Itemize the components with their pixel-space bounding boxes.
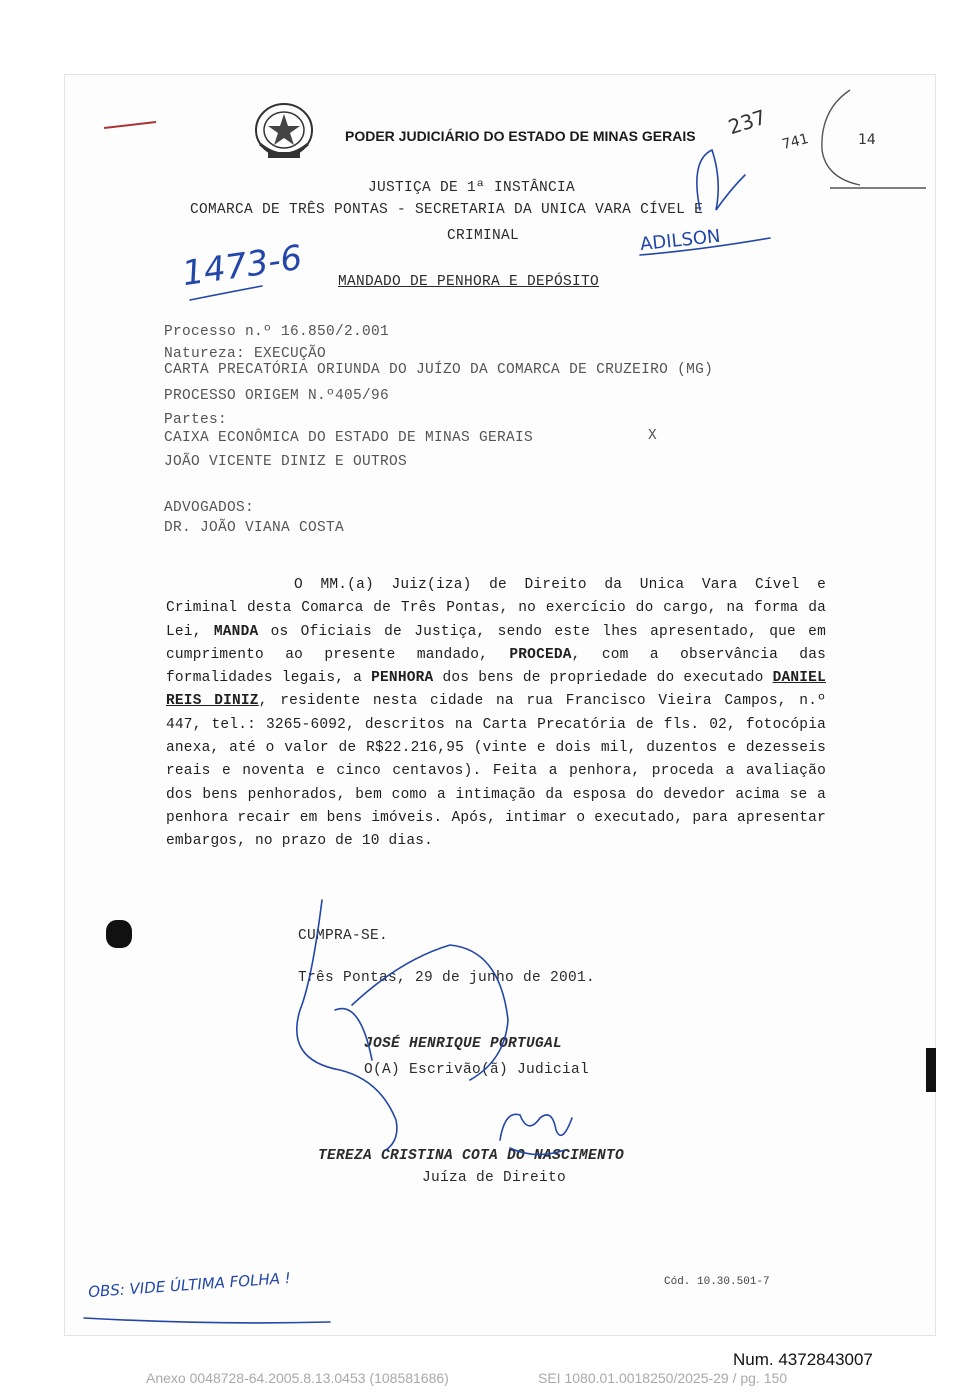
date-line: Três Pontas, 29 de junho de 2001. [298, 970, 596, 986]
clerk-name: JOSÉ HENRIQUE PORTUGAL [364, 1036, 563, 1052]
stamp-mark [822, 90, 860, 185]
cumpra-se: CUMPRA-SE. [298, 928, 389, 944]
document-number: Num. 4372843007 [733, 1350, 873, 1369]
document-title: MANDADO DE PENHORA E DEPÓSITO [338, 274, 600, 290]
handwritten-741: 741 [780, 131, 811, 153]
manda-keyword: MANDA [213, 623, 259, 640]
judge-name: TEREZA CRISTINA COTA DO NASCIMENTO [318, 1148, 625, 1164]
natureza-line: Natureza: EXECUÇÃO [164, 346, 327, 362]
handwritten-number: 1473-6 [179, 237, 305, 295]
annex-reference: Anexo 0048728-64.2005.8.13.0453 (108581686) [146, 1370, 449, 1386]
handwritten-237: 237 [725, 104, 769, 140]
handwritten-name: ADILSON [639, 225, 722, 256]
parte-1: CAIXA ECONÔMICA DO ESTADO DE MINAS GERAIS [164, 430, 534, 446]
top-initials-mark [697, 150, 745, 210]
executado-name: DANIEL REIS DINIZ [166, 670, 826, 710]
punch-hole-mark [106, 920, 132, 948]
handwritten-14: 14 [858, 132, 876, 148]
partes-label: Partes: [164, 412, 228, 428]
judge-signature-mark [500, 1114, 572, 1154]
judge-role: Juíza de Direito [422, 1170, 567, 1186]
clerk-signature-mark [297, 900, 508, 1150]
processo-line: Processo n.º 16.850/2.001 [164, 324, 390, 340]
instance-line: JUSTIÇA DE 1ª INSTÂNCIA [368, 180, 576, 196]
parte-separator: X [648, 428, 658, 444]
advogados-label: ADVOGADOS: [164, 500, 255, 516]
proceda-keyword: PROCEDA [509, 646, 572, 663]
court-header: PODER JUDICIÁRIO DO ESTADO DE MINAS GERAIS [345, 128, 696, 144]
mandate-paragraph: O MM.(a) Juiz(iza) de Direito da Unica Vara Cível e Criminal desta Comarca de Três Pontas, no exercício do cargo, na forma da Lei, MANDA os Oficiais de Justiça, sendo este lhes apresentado, que em cumprimento ao presente mandado, PROCEDA, com a observância das formalidades legais, a PENHORA dos bens de propriedade do executado DANIEL REIS DINIZ, residente nesta cidade na rua Francisco Vieira Campos, n.º 447, tel.: 3265-6092, descritos na Carta Precatória de fls. 02, fotocópia anexa, até o valor de R$22.216,95 (vinte e dois mil, duzentos e dezesseis reais e noventa e cinco centavos). Feita a penhora, proceda a avaliação dos bens penhorados, bem como a intimação da esposa do devedor acima se a penhora recair em bens imóveis. Após, intimar o executado, para apresentar embargos, no prazo de 10 dias. [166, 577, 827, 850]
comarca-line-1: COMARCA DE TRÊS PONTAS - SECRETARIA DA UNICA VARA CÍVEL E [190, 202, 704, 218]
advogado-name: DR. JOÃO VIANA COSTA [164, 520, 345, 536]
comarca-line-2: CRIMINAL [447, 228, 520, 244]
clerk-role: O(A) Escrivão(ã) Judicial [364, 1062, 590, 1078]
carta-line: CARTA PRECATÓRIA ORIUNDA DO JUÍZO DA COMARCA DE CRUZEIRO (MG) [164, 362, 714, 378]
parte-2: JOÃO VICENTE DINIZ E OUTROS [164, 454, 408, 470]
sei-reference: SEI 1080.01.0018250/2025-29 / pg. 150 [538, 1370, 788, 1386]
handwritten-obs: OBS: VIDE ÚLTIMA FOLHA ! [87, 1268, 292, 1302]
origem-line: PROCESSO ORIGEM N.º405/96 [164, 388, 390, 404]
penhora-keyword: PENHORA [371, 670, 434, 687]
form-code: Cód. 10.30.501-7 [664, 1276, 770, 1288]
edge-mark [926, 1048, 936, 1092]
